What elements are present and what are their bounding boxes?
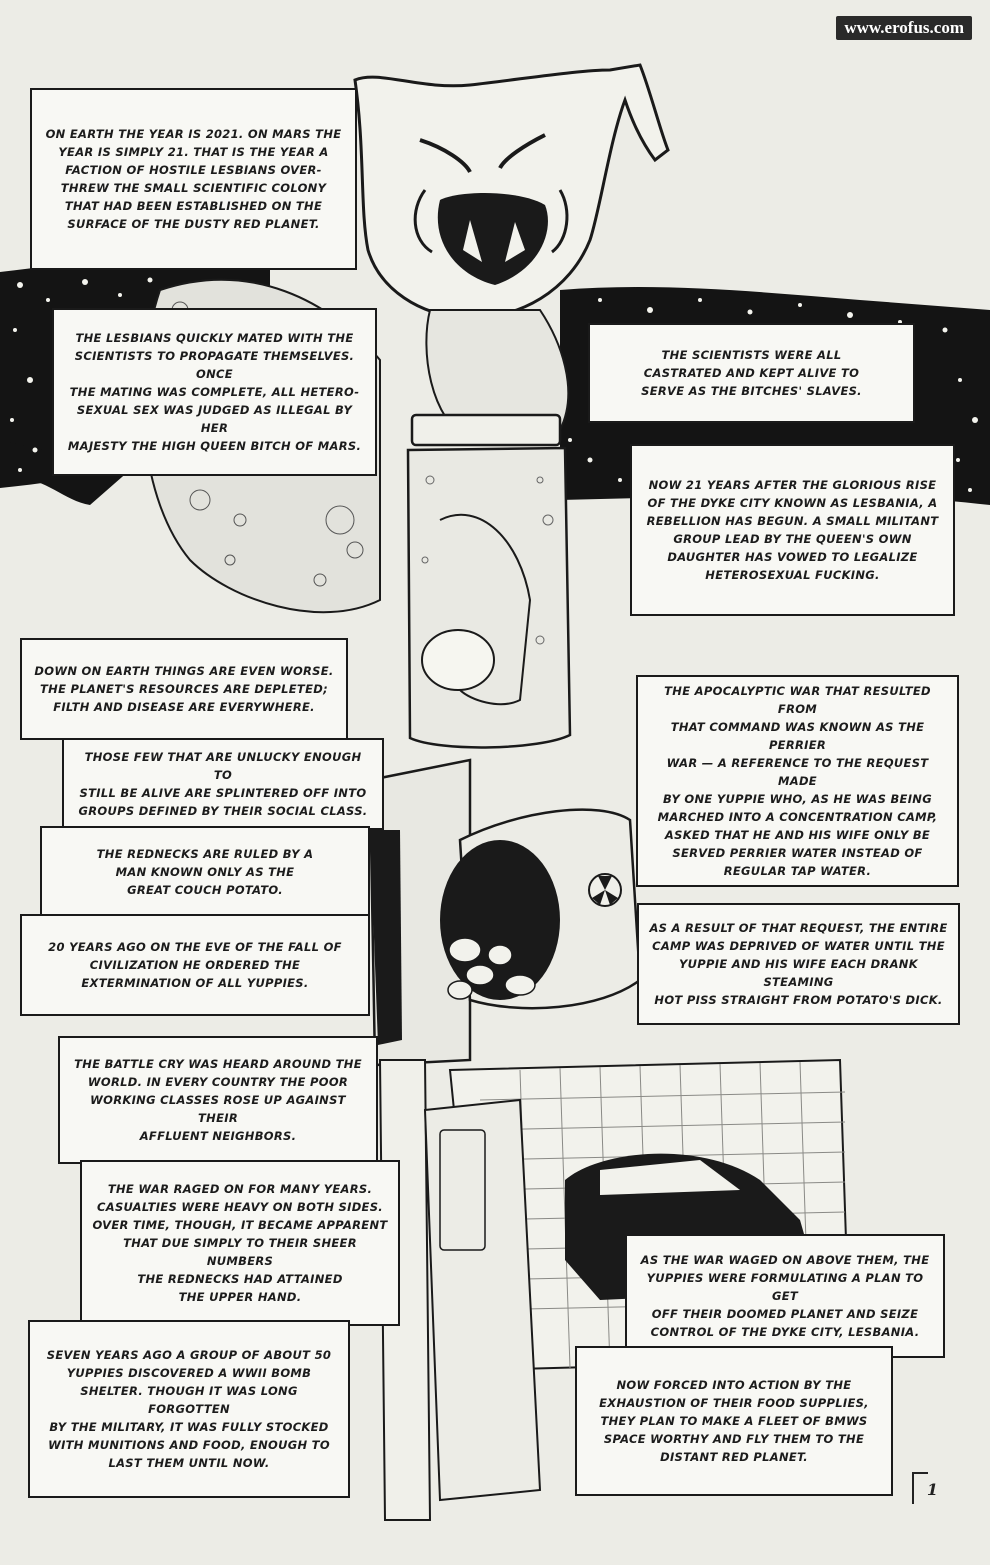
caption-extermination <box>20 914 370 1016</box>
caption-text: THE WAR RAGED ON FOR MANY YEARS. CASUALTIES WERE HEAVY ON BOTH SIDES. OVER TIME, THOUGH, IT BECAME APPARENT THAT DUE SIMPLY TO THEIR SHEER NUMBERS THE REDNECKS HAD ATTAINED THE UPPER HAND. <box>92 1182 388 1304</box>
caption-camp-deprived <box>637 903 960 1025</box>
caption-text: THOSE FEW THAT ARE UNLUCKY ENOUGH TO STILL BE ALIVE ARE SPLINTERED OFF INTO GROUPS DEFINED BY THEIR SOCIAL CLASS. <box>78 750 368 818</box>
caption-bomb-shelter <box>28 1320 350 1498</box>
caption-rednecks-ruled <box>40 826 370 918</box>
caption-text: AS A RESULT OF THAT REQUEST, THE ENTIRE CAMP WAS DEPRIVED OF WATER UNTIL THE YUPPIE AND HIS WIFE EACH DRANK STEAMING HOT PISS STRAIGHT FROM POTATO'S DICK. <box>649 921 948 1007</box>
page-number-bracket <box>912 1472 928 1504</box>
caption-text: DOWN ON EARTH THINGS ARE EVEN WORSE. THE PLANET'S RESOURCES ARE DEPLETED; FILTH AND DISEASE ARE EVERYWHERE. <box>34 664 334 714</box>
caption-scientists-castrated <box>588 323 915 423</box>
page-number: 1 <box>926 1480 938 1499</box>
rolled-plans <box>380 1060 540 1520</box>
caption-earth-2021 <box>30 88 357 270</box>
caption-text: NOW 21 YEARS AFTER THE GLORIOUS RISE OF THE DYKE CITY KNOWN AS LESBANIA, A REBELLION HAS BEGUN. A SMALL MILITANT GROUP LEAD BY THE QUEEN'S OWN DAUGHTER HAS VOWED TO LEGALIZE HETEROSEXUAL FUCKING. <box>646 478 939 582</box>
caption-text: THE SCIENTISTS WERE ALL CASTRATED AND KEPT ALIVE TO SERVE AS THE BITCHES' SLAVES. <box>641 348 862 398</box>
caption-text: SEVEN YEARS AGO A GROUP OF ABOUT 50 YUPPIES DISCOVERED A WWII BOMB SHELTER. THOUGH IT WAS LONG FORGOTTEN BY THE MILITARY, IT WAS FULLY STOCKED WITH MUNITIONS AND FOOD, ENOUGH TO LAST THEM UNTIL NOW. <box>46 1348 332 1470</box>
caption-lesbians-mated <box>52 308 377 476</box>
caption-battle-cry <box>58 1036 378 1164</box>
caption-text: NOW FORCED INTO ACTION BY THE EXHAUSTION OF THEIR FOOD SUPPLIES, THEY PLAN TO MAKE A FLEET OF BMWS SPACE WORTHY AND FLY THEM TO THE DISTANT RED PLANET. <box>599 1378 869 1464</box>
caption-yuppies-plan <box>625 1234 945 1358</box>
caption-text: AS THE WAR WAGED ON ABOVE THEM, THE YUPPIES WERE FORMULATING A PLAN TO GET OFF THEIR DOOMED PLANET AND SEIZE CONTROL OF THE DYKE CITY, LESBANIA. <box>640 1253 930 1339</box>
watermark: www.erofus.com <box>836 16 972 40</box>
boar-head <box>355 65 668 318</box>
caption-earth-worse <box>20 638 348 740</box>
caption-fleet-of-bmws <box>575 1346 893 1496</box>
caption-perrier-war <box>636 675 959 887</box>
caption-text: THE BATTLE CRY WAS HEARD AROUND THE WORLD. IN EVERY COUNTRY THE POOR WORKING CLASSES ROSE UP AGAINST THEIR AFFLUENT NEIGHBORS. <box>74 1057 362 1143</box>
caption-war-raged <box>80 1160 400 1326</box>
caption-unlucky-survivors <box>62 738 384 830</box>
caption-text: ON EARTH THE YEAR IS 2021. ON MARS THE YEAR IS SIMPLY 21. THAT IS THE YEAR A FACTION OF HOSTILE LESBIANS OVER- THREW THE SMALL SCIENTIFIC COLONY THAT HAD BEEN ESTABLISHED ON THE SURFACE OF THE DUSTY RED PLANET. <box>45 127 342 231</box>
caption-text: THE APOCALYPTIC WAR THAT RESULTED FROM THAT COMMAND WAS KNOWN AS THE PERRIER WAR — A REFERENCE TO THE REQUEST MADE BY ONE YUPPIE WHO, AS HE WAS BEING MARCHED INTO A CONCENTRATION CAMP, ASKED THAT HE AND HIS WIFE ONLY BE SERVED PERRIER WATER INSTEAD OF REGULAR TAP WATER. <box>657 684 938 878</box>
caption-text: THE REDNECKS ARE RULED BY A MAN KNOWN ONLY AS THE GREAT COUCH POTATO. <box>96 847 314 897</box>
caption-text: THE LESBIANS QUICKLY MATED WITH THE SCIENTISTS TO PROPAGATE THEMSELVES. ONCE THE MATING WAS COMPLETE, ALL HETERO- SEXUAL SEX WAS JUDGED AS ILLEGAL BY HER MAJESTY THE HIGH QUEEN BITCH OF MARS. <box>67 331 362 453</box>
jar <box>408 415 570 747</box>
caption-rebellion <box>630 444 955 616</box>
toxic-barrel <box>440 810 640 1009</box>
caption-text: 20 YEARS AGO ON THE EVE OF THE FALL OF CIVILIZATION HE ORDERED THE EXTERMINATION OF ALL YUPPIES. <box>48 940 342 990</box>
